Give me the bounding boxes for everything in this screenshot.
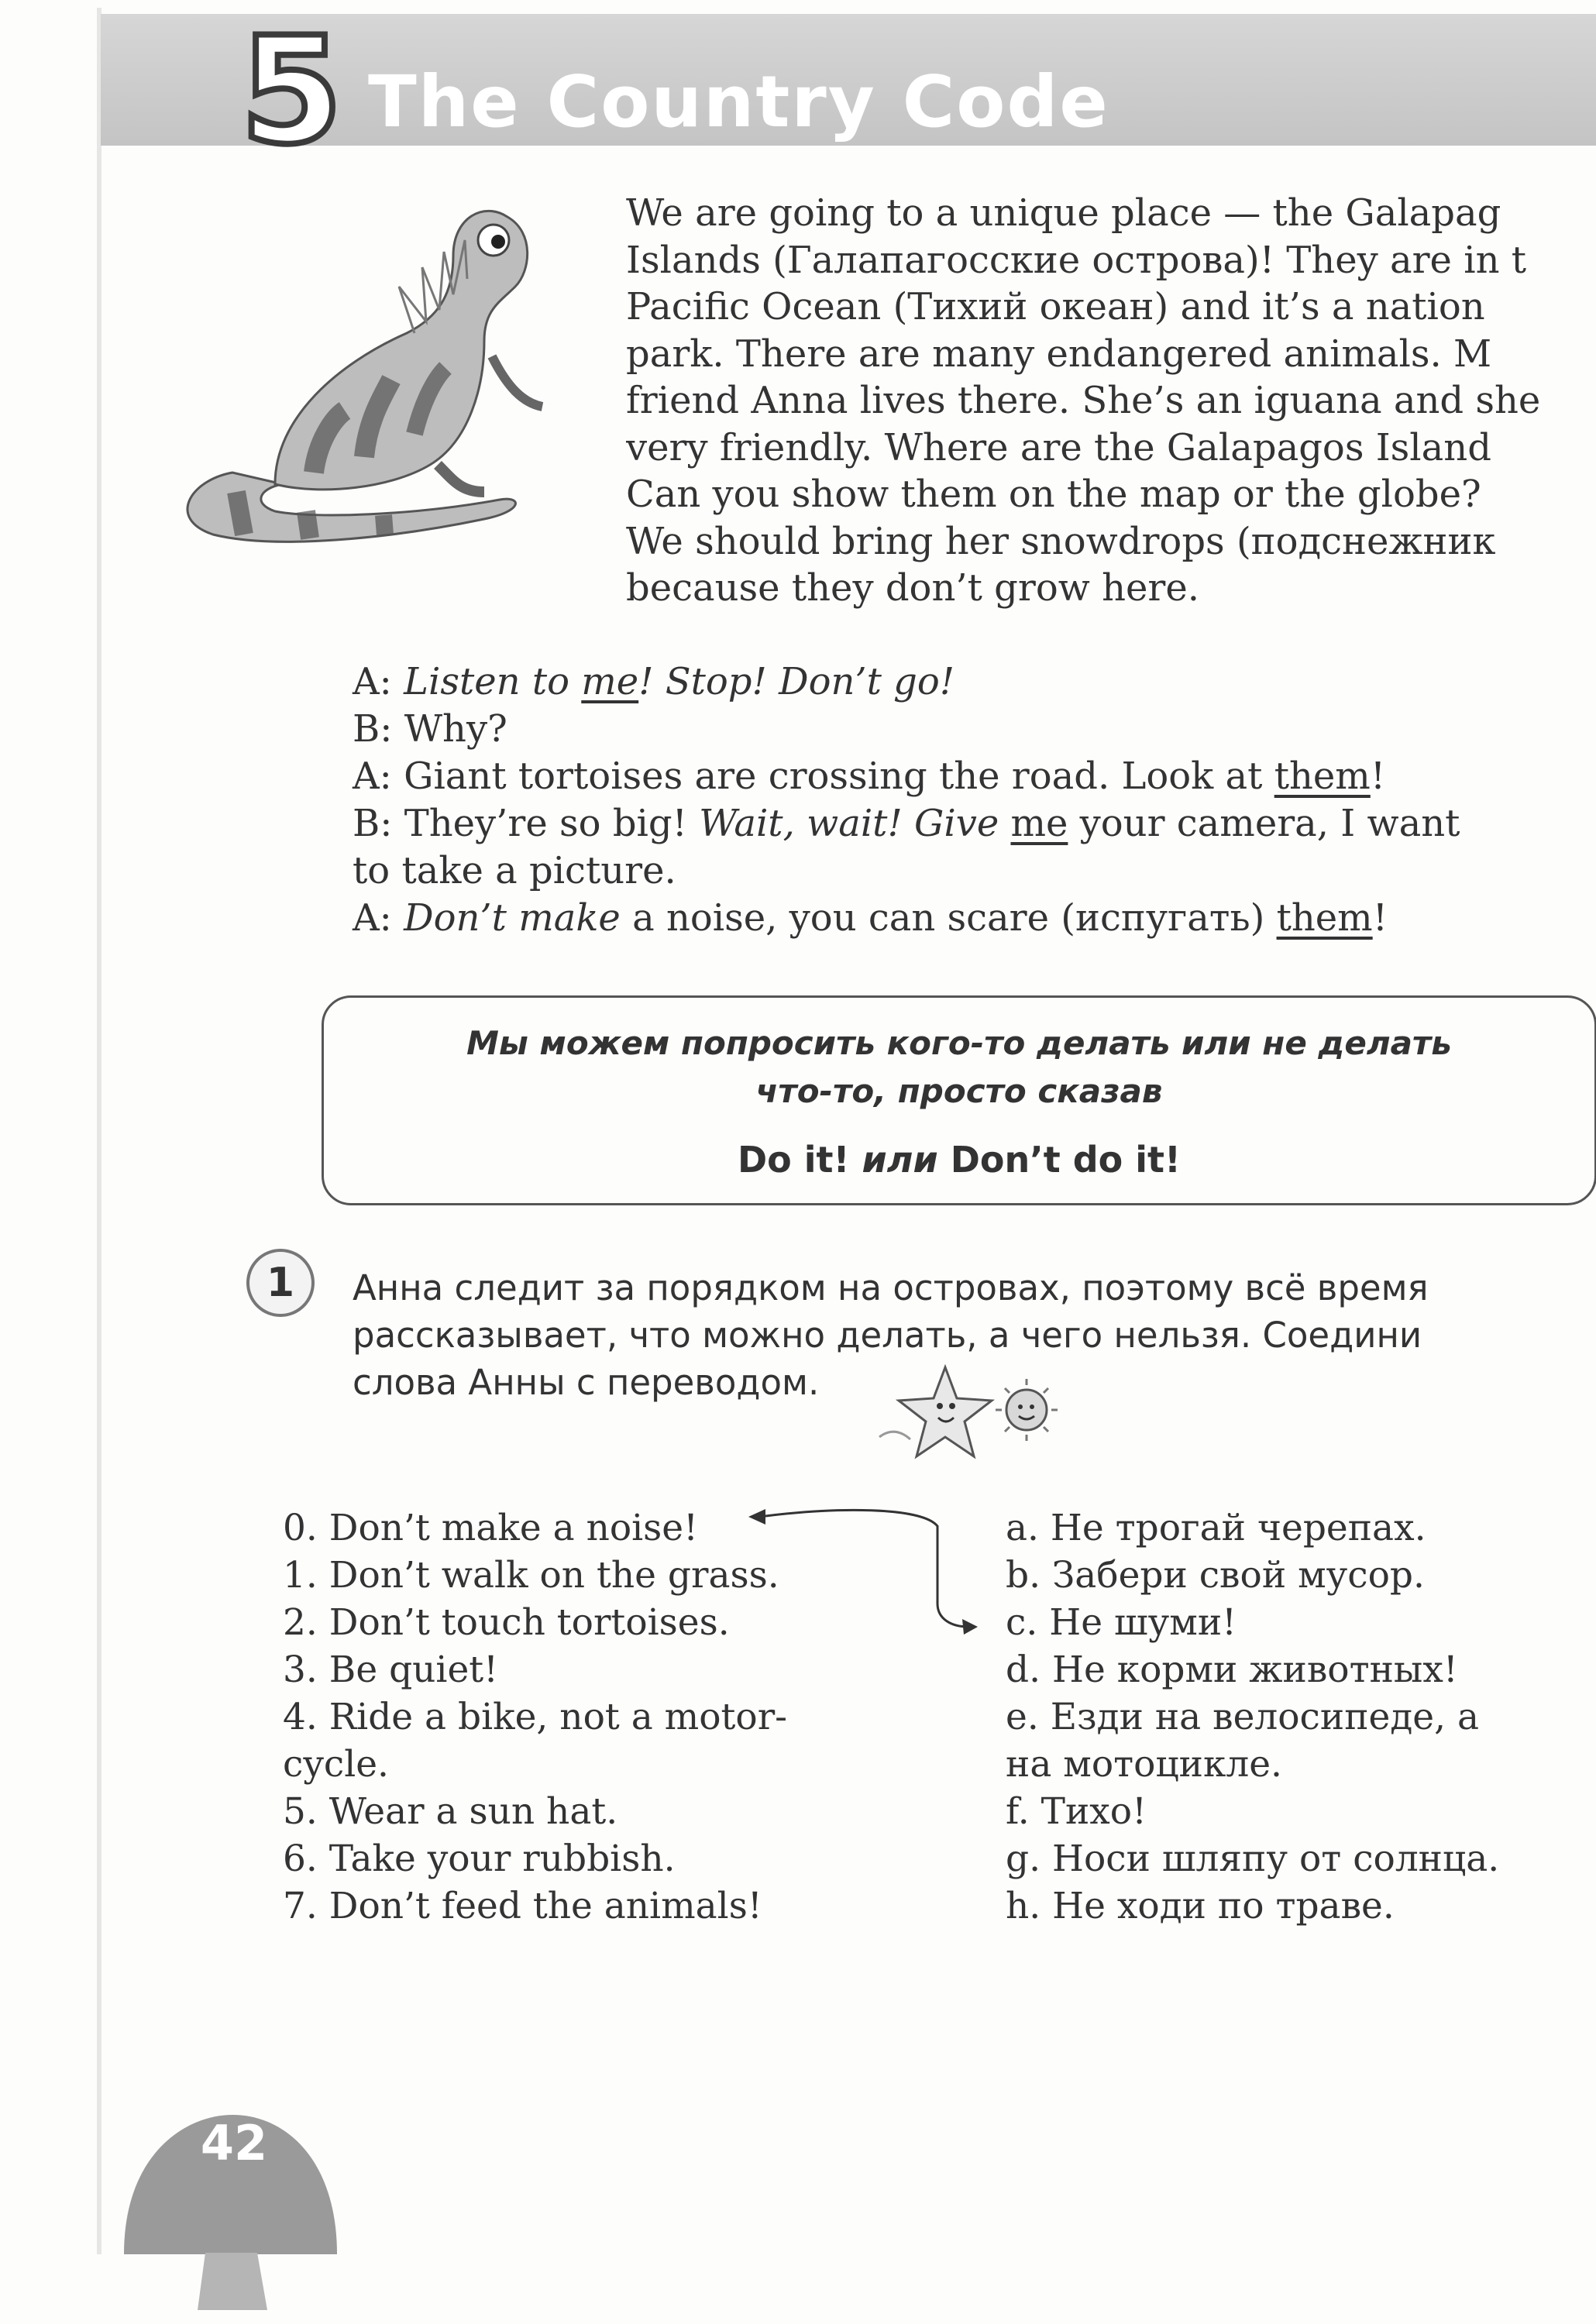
instruction-line: рассказывает, что можно делать, а чего нельзя. Соедини [353, 1315, 1422, 1356]
translation-item: h. Не ходи по траве. [1006, 1885, 1395, 1927]
speaker-label: A: [353, 660, 404, 703]
dialogue-line: B: Why? [353, 707, 507, 751]
dialogue-text: a noise, you can scare (испугать) [620, 896, 1277, 940]
pronoun-underlined: them [1274, 755, 1371, 798]
phrase-item: 2. Don’t touch tortoises. [283, 1601, 730, 1644]
instruction-line: Анна следит за порядком на островах, поэтому всё время [353, 1267, 1429, 1308]
intro-line: We should bring her snowdrops (подснежник [626, 519, 1496, 563]
russian-translations-list [1006, 1504, 1563, 1930]
rule-example-dont: Don’t do it! [950, 1139, 1182, 1181]
pronoun-underlined: me [1010, 802, 1068, 845]
phrase-item: 0. Don’t make a noise! [283, 1507, 699, 1549]
phrase-item: 5. Wear a sun hat. [283, 1790, 618, 1833]
pronoun-underlined: me [581, 660, 639, 703]
translation-item: e. Езди на велосипеде, а [1006, 1696, 1479, 1738]
imperative-text: Don’t make [404, 896, 621, 940]
translation-item: на мотоцикле. [1006, 1743, 1282, 1786]
dialogue-line [353, 800, 1584, 847]
rule-line: что-то, просто сказав [755, 1072, 1163, 1110]
translation-item: c. Не шуми! [1006, 1601, 1237, 1644]
iguana-illustration [159, 186, 562, 550]
dialogue-text: A: Giant tortoises are crossing the road. Look at [353, 755, 1274, 798]
matching-arrow [744, 1503, 992, 1642]
rule-example-do: Do it! [737, 1139, 850, 1181]
phrase-item: 7. Don’t feed the animals! [283, 1885, 762, 1927]
page-number: 42 [200, 2115, 268, 2171]
phrase-item: 3. Be quiet! [283, 1648, 499, 1691]
intro-line: friend Anna lives there. She’s an iguana and she [626, 379, 1541, 422]
intro-line: Pacific Ocean (Тихий океан) and it’s a nation [626, 285, 1485, 328]
page-edge [97, 8, 101, 2254]
dialogue-line [353, 658, 1584, 706]
rule-example [324, 1139, 1594, 1181]
dialogue-text: ! [1370, 755, 1386, 798]
imperative-text: Listen to [404, 660, 582, 703]
phrase-item: 1. Don’t walk on the grass. [283, 1554, 779, 1597]
intro-line: park. There are many endangered animals. M [626, 332, 1492, 376]
rule-text [324, 1019, 1594, 1116]
translation-item: a. Не трогай черепах. [1006, 1507, 1426, 1549]
rule-example-or: или [849, 1139, 951, 1181]
translation-item: d. Не корми животных! [1006, 1648, 1458, 1691]
rule-line: Мы можем попросить кого-то делать или не делать [466, 1024, 1452, 1062]
dialogue-text: B: They’re so big! [353, 802, 700, 845]
unit-title: The Country Code [368, 60, 1109, 143]
translation-item: b. Забери свой мусор. [1006, 1554, 1425, 1597]
instruction-line: слова Анны с переводом. [353, 1362, 820, 1403]
dialogue-line [353, 895, 1584, 942]
translation-item: f. Тихо! [1006, 1790, 1147, 1833]
phrase-item: 6. Take your rubbish. [283, 1838, 676, 1880]
translation-item: g. Носи шляпу от солнца. [1006, 1838, 1500, 1880]
exercise-number-badge: 1 [246, 1249, 315, 1317]
imperative-text: ! Stop! Don’t go! [638, 660, 955, 703]
intro-line: Can you show them on the map or the globe? [626, 473, 1481, 516]
pronoun-underlined: them [1276, 896, 1373, 940]
intro-paragraph [626, 190, 1596, 612]
intro-line: very friendly. Where are the Galapagos Island [626, 425, 1491, 469]
dialogue [353, 658, 1584, 942]
dialogue-text: ! [1372, 896, 1388, 940]
speaker-label: A: [353, 896, 404, 940]
dialogue-text: your camera, I want [1068, 802, 1460, 845]
phrase-item: cycle. [283, 1743, 389, 1786]
intro-line: We are going to a unique place — the Galapag [626, 191, 1501, 235]
dialogue-line [353, 753, 1584, 800]
intro-line: Islands (Галапагосские острова)! They are in t [626, 238, 1527, 282]
phrase-item: 4. Ride a bike, not a motor- [283, 1696, 788, 1738]
imperative-text: Wait, wait! Give [699, 802, 1011, 845]
grammar-rule-box [322, 995, 1596, 1205]
intro-line: because they don’t grow here. [626, 566, 1200, 610]
starfish-and-sun-icon [872, 1348, 1089, 1480]
unit-number: 5 [240, 5, 343, 177]
dialogue-line: to take a picture. [353, 849, 676, 892]
